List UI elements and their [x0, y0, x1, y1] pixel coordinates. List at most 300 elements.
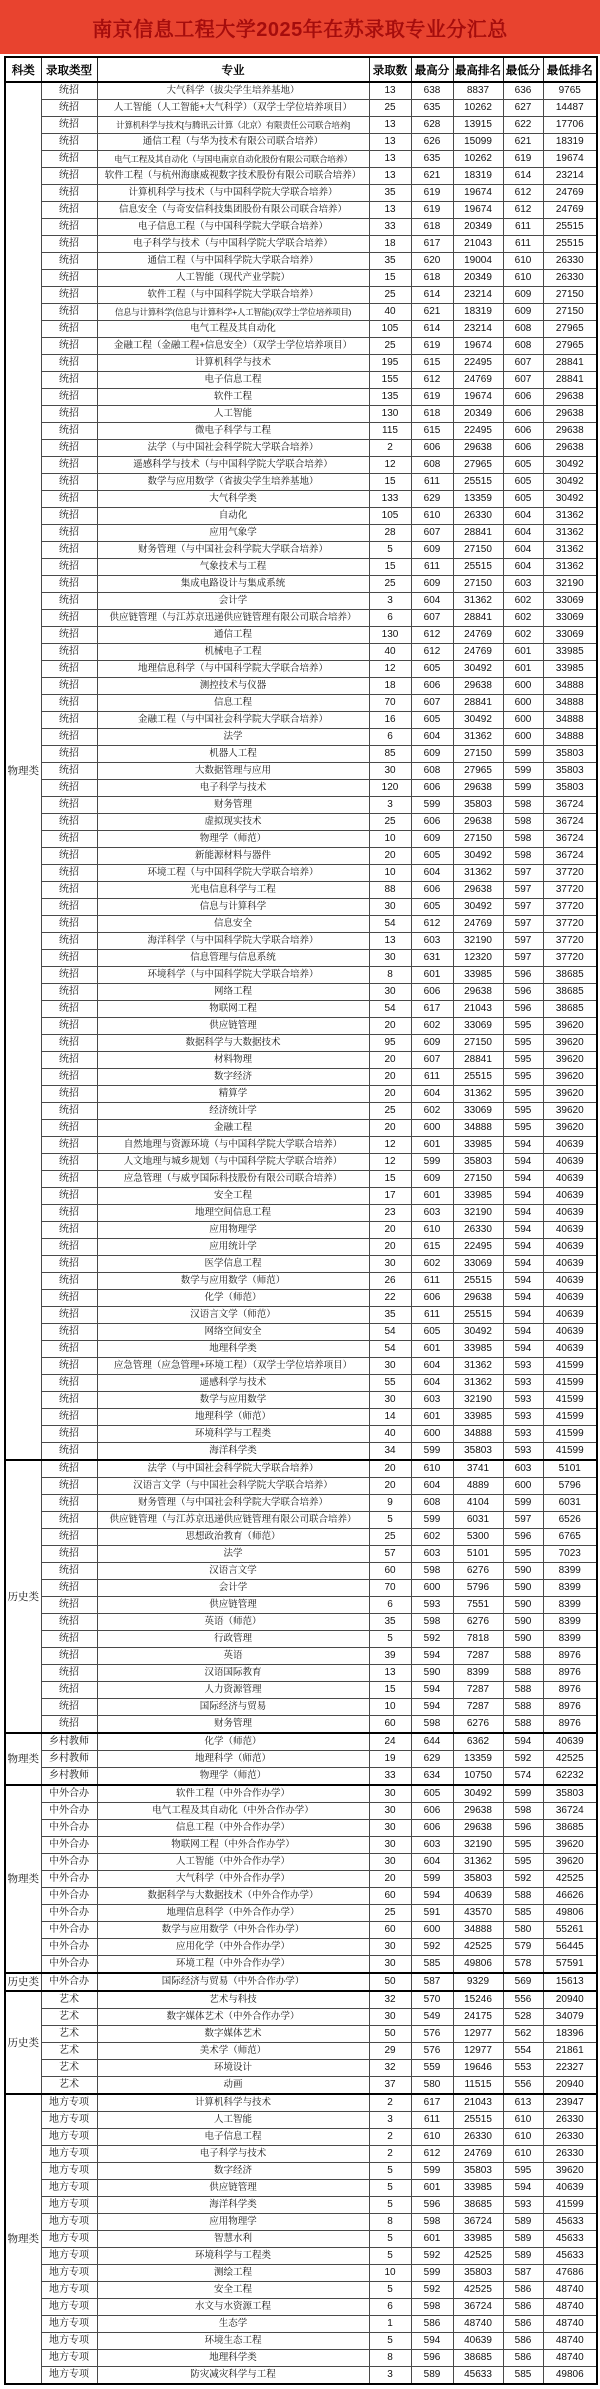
- cell-admission-type: 统招: [41, 695, 97, 712]
- cell-max-rank: 26330: [453, 2129, 503, 2146]
- cell-admission-type: 地方专项: [41, 2129, 97, 2146]
- cell-min-score: 600: [503, 678, 543, 695]
- cell-min-rank: 38685: [543, 1001, 597, 1018]
- cell-major: 应用统计学: [97, 1239, 369, 1256]
- cell-min-rank: 40639: [543, 1154, 597, 1171]
- cell-min-score: 604: [503, 525, 543, 542]
- cell-count: 37: [369, 2077, 411, 2095]
- cell-admission-type: 统招: [41, 746, 97, 763]
- cell-count: 5: [369, 2197, 411, 2214]
- table-row: [5, 1871, 597, 1888]
- cell-count: 30: [369, 1803, 411, 1820]
- cell-count: 20: [369, 1871, 411, 1888]
- cell-max-score: 626: [411, 134, 453, 151]
- cell-min-score: 612: [503, 202, 543, 219]
- cell-max-rank: 31362: [453, 593, 503, 610]
- header-category: 科类: [5, 57, 41, 82]
- cell-major: 美术学（师范）: [97, 2043, 369, 2060]
- cell-max-rank: 31362: [453, 865, 503, 882]
- cell-admission-type: 统招: [41, 1137, 97, 1154]
- cell-min-score: 605: [503, 457, 543, 474]
- cell-min-rank: 6765: [543, 1529, 597, 1546]
- cell-min-rank: 39620: [543, 1069, 597, 1086]
- cell-max-rank: 30492: [453, 899, 503, 916]
- cell-major: 财务管理: [97, 797, 369, 814]
- cell-min-rank: 34888: [543, 678, 597, 695]
- cell-max-score: 635: [411, 151, 453, 168]
- table-row: [5, 593, 597, 610]
- table-row: [5, 831, 597, 848]
- cell-count: 8: [369, 2350, 411, 2367]
- cell-major: 计算机科学与技术: [97, 2094, 369, 2112]
- cell-max-rank: 29638: [453, 780, 503, 797]
- table-row: [5, 2094, 597, 2112]
- cell-min-rank: 30492: [543, 457, 597, 474]
- cell-count: 39: [369, 1648, 411, 1665]
- cell-max-score: 600: [411, 1426, 453, 1443]
- cell-max-score: 629: [411, 491, 453, 508]
- cell-min-rank: 36724: [543, 797, 597, 814]
- cell-max-score: 619: [411, 389, 453, 406]
- cell-min-score: 588: [503, 1665, 543, 1682]
- cell-admission-type: 地方专项: [41, 2282, 97, 2299]
- cell-max-rank: 27150: [453, 831, 503, 848]
- cell-min-score: 608: [503, 321, 543, 338]
- table-row: [5, 1239, 597, 1256]
- table-row: [5, 338, 597, 355]
- cell-count: 13: [369, 202, 411, 219]
- table-row: [5, 644, 597, 661]
- cell-count: 13: [369, 933, 411, 950]
- cell-count: 13: [369, 134, 411, 151]
- cell-major: 数学与应用数学: [97, 1392, 369, 1409]
- cell-min-score: 607: [503, 355, 543, 372]
- cell-max-rank: 13359: [453, 491, 503, 508]
- cell-max-rank: 29638: [453, 984, 503, 1001]
- cell-count: 12: [369, 457, 411, 474]
- cell-admission-type: 统招: [41, 440, 97, 457]
- cell-count: 20: [369, 848, 411, 865]
- cell-count: 54: [369, 1341, 411, 1358]
- cell-max-rank: 8399: [453, 1665, 503, 1682]
- cell-min-score: 562: [503, 2026, 543, 2043]
- cell-max-rank: 33985: [453, 967, 503, 984]
- cell-major: 计算机科学与技术（与中国科学院大学联合培养）: [97, 185, 369, 202]
- cell-count: 54: [369, 1324, 411, 1341]
- cell-count: 25: [369, 100, 411, 117]
- table-row: [5, 2112, 597, 2129]
- cell-min-score: 597: [503, 882, 543, 899]
- cell-min-rank: 39620: [543, 1837, 597, 1854]
- cell-min-score: 603: [503, 576, 543, 593]
- cell-min-rank: 8399: [543, 1631, 597, 1648]
- cell-count: 23: [369, 1205, 411, 1222]
- cell-max-rank: 27150: [453, 746, 503, 763]
- cell-min-score: 600: [503, 1478, 543, 1495]
- cell-min-rank: 40639: [543, 1341, 597, 1358]
- cell-count: 13: [369, 82, 411, 100]
- cell-major: 集成电路设计与集成系统: [97, 576, 369, 593]
- cell-major: 电子科学与技术: [97, 780, 369, 797]
- cell-min-rank: 41599: [543, 1375, 597, 1392]
- table-row: [5, 2077, 597, 2095]
- cell-min-rank: 18319: [543, 134, 597, 151]
- table-row: [5, 1563, 597, 1580]
- cell-min-rank: 34888: [543, 712, 597, 729]
- cell-min-rank: 28841: [543, 355, 597, 372]
- table-row: [5, 1956, 597, 1974]
- cell-min-rank: 34888: [543, 729, 597, 746]
- cell-min-score: 588: [503, 1888, 543, 1905]
- cell-major: 自然地理与资源环境（与中国科学院大学联合培养）: [97, 1137, 369, 1154]
- cell-max-score: 606: [411, 440, 453, 457]
- cell-major: 动画: [97, 2077, 369, 2095]
- cell-admission-type: 统招: [41, 151, 97, 168]
- cell-min-rank: 25515: [543, 236, 597, 253]
- cell-max-score: 602: [411, 1256, 453, 1273]
- cell-admission-type: 艺术: [41, 2043, 97, 2060]
- table-row: [5, 916, 597, 933]
- page-title: 南京信息工程大学2025年在苏录取专业分汇总: [92, 18, 508, 41]
- cell-min-score: 604: [503, 559, 543, 576]
- cell-max-rank: 19004: [453, 253, 503, 270]
- cell-count: 54: [369, 916, 411, 933]
- cell-max-rank: 6276: [453, 1563, 503, 1580]
- cell-max-score: 604: [411, 1086, 453, 1103]
- table-row: [5, 1648, 597, 1665]
- table-row: [5, 1665, 597, 1682]
- cell-max-score: 644: [411, 1733, 453, 1751]
- cell-max-rank: 32190: [453, 1837, 503, 1854]
- cell-major: 生态学: [97, 2316, 369, 2333]
- cell-min-rank: 40639: [543, 1256, 597, 1273]
- cell-max-score: 619: [411, 202, 453, 219]
- cell-max-rank: 11515: [453, 2077, 503, 2095]
- cell-max-rank: 35803: [453, 1871, 503, 1888]
- admissions-table: [4, 56, 598, 2385]
- cell-admission-type: 地方专项: [41, 2350, 97, 2367]
- cell-major: 计算机科学与技术: [97, 355, 369, 372]
- category-cell: 历史类: [5, 1991, 41, 2094]
- cell-admission-type: 统招: [41, 882, 97, 899]
- cell-admission-type: 统招: [41, 1443, 97, 1461]
- cell-admission-type: 地方专项: [41, 2248, 97, 2265]
- cell-max-rank: 23214: [453, 287, 503, 304]
- cell-min-rank: 35803: [543, 780, 597, 797]
- cell-min-rank: 40639: [543, 1290, 597, 1307]
- cell-min-rank: 33069: [543, 610, 597, 627]
- cell-admission-type: 统招: [41, 1495, 97, 1512]
- cell-count: 130: [369, 627, 411, 644]
- cell-major: 精算学: [97, 1086, 369, 1103]
- cell-min-score: 599: [503, 1785, 543, 1803]
- cell-min-score: 610: [503, 253, 543, 270]
- table-row: [5, 168, 597, 185]
- cell-min-rank: 8399: [543, 1614, 597, 1631]
- table-row: [5, 950, 597, 967]
- cell-max-rank: 6276: [453, 1716, 503, 1734]
- cell-max-score: 612: [411, 372, 453, 389]
- cell-major: 法学: [97, 1546, 369, 1563]
- cell-count: 30: [369, 1358, 411, 1375]
- cell-major: 数学与应用数学（省拔尖学生培养基地）: [97, 474, 369, 491]
- cell-min-rank: 41599: [543, 1443, 597, 1461]
- cell-min-rank: 37720: [543, 882, 597, 899]
- cell-major: 软件工程: [97, 389, 369, 406]
- cell-admission-type: 中外合办: [41, 1956, 97, 1974]
- cell-max-rank: 8837: [453, 82, 503, 100]
- cell-count: 3: [369, 797, 411, 814]
- table-row: [5, 2367, 597, 2385]
- cell-min-score: 593: [503, 2197, 543, 2214]
- cell-max-rank: 31362: [453, 1375, 503, 1392]
- cell-admission-type: 统招: [41, 1103, 97, 1120]
- cell-major: 大数据管理与应用: [97, 763, 369, 780]
- table-row: [5, 1597, 597, 1614]
- cell-max-rank: 33069: [453, 1256, 503, 1273]
- cell-max-score: 585: [411, 1956, 453, 1974]
- cell-max-rank: 18319: [453, 304, 503, 321]
- table-header: [5, 57, 597, 82]
- cell-min-score: 585: [503, 1905, 543, 1922]
- cell-major: 地理信息科学（中外合作办学）: [97, 1905, 369, 1922]
- cell-max-rank: 48740: [453, 2316, 503, 2333]
- cell-admission-type: 艺术: [41, 2026, 97, 2043]
- cell-max-rank: 30492: [453, 712, 503, 729]
- cell-min-score: 594: [503, 1256, 543, 1273]
- cell-max-score: 599: [411, 2163, 453, 2180]
- cell-admission-type: 统招: [41, 559, 97, 576]
- cell-min-score: 606: [503, 423, 543, 440]
- table-row: [5, 2265, 597, 2282]
- cell-major: 环境科学与工程类: [97, 2248, 369, 2265]
- cell-major: 化学（师范）: [97, 1733, 369, 1751]
- cell-count: 3: [369, 2367, 411, 2385]
- table-row: [5, 1426, 597, 1443]
- cell-admission-type: 统招: [41, 338, 97, 355]
- cell-major: 艺术与科技: [97, 1991, 369, 2009]
- cell-count: 9: [369, 1495, 411, 1512]
- cell-min-rank: 40639: [543, 1733, 597, 1751]
- table-row: [5, 1120, 597, 1137]
- cell-min-rank: 49806: [543, 1905, 597, 1922]
- cell-min-rank: 36724: [543, 814, 597, 831]
- cell-major: 经济统计学: [97, 1103, 369, 1120]
- cell-max-score: 609: [411, 576, 453, 593]
- cell-max-score: 638: [411, 82, 453, 100]
- cell-count: 16: [369, 712, 411, 729]
- cell-major: 供应链管理: [97, 1597, 369, 1614]
- cell-min-rank: 34079: [543, 2009, 597, 2026]
- cell-min-rank: 42525: [543, 1751, 597, 1768]
- cell-max-rank: 27150: [453, 1171, 503, 1188]
- cell-major: 材料物理: [97, 1052, 369, 1069]
- cell-max-score: 607: [411, 1052, 453, 1069]
- cell-max-score: 629: [411, 1751, 453, 1768]
- cell-major: 法学（与中国社会科学院大学联合培养）: [97, 1460, 369, 1478]
- cell-admission-type: 统招: [41, 1699, 97, 1716]
- cell-max-score: 610: [411, 1460, 453, 1478]
- cell-admission-type: 统招: [41, 763, 97, 780]
- cell-max-score: 614: [411, 321, 453, 338]
- cell-max-score: 601: [411, 1409, 453, 1426]
- cell-count: 30: [369, 984, 411, 1001]
- cell-admission-type: 统招: [41, 1682, 97, 1699]
- cell-major: 数学与应用数学（中外合作办学）: [97, 1922, 369, 1939]
- cell-min-score: 609: [503, 304, 543, 321]
- cell-max-rank: 29638: [453, 882, 503, 899]
- cell-min-rank: 6031: [543, 1495, 597, 1512]
- cell-min-rank: 33069: [543, 627, 597, 644]
- table-row: [5, 321, 597, 338]
- cell-count: 20: [369, 1120, 411, 1137]
- table-row: [5, 678, 597, 695]
- cell-count: 5: [369, 2231, 411, 2248]
- cell-major: 财务管理（与中国社会科学院大学联合培养）: [97, 542, 369, 559]
- cell-count: 34: [369, 1443, 411, 1461]
- cell-count: 13: [369, 1665, 411, 1682]
- cell-min-score: 594: [503, 1239, 543, 1256]
- cell-max-score: 634: [411, 1768, 453, 1786]
- cell-min-score: 599: [503, 746, 543, 763]
- cell-min-rank: 27150: [543, 304, 597, 321]
- cell-max-score: 592: [411, 2248, 453, 2265]
- cell-min-rank: 37720: [543, 865, 597, 882]
- cell-major: 地理科学（师范）: [97, 1751, 369, 1768]
- cell-min-score: 587: [503, 2265, 543, 2282]
- cell-max-rank: 40639: [453, 2333, 503, 2350]
- cell-max-score: 604: [411, 729, 453, 746]
- cell-count: 2: [369, 2129, 411, 2146]
- cell-max-score: 617: [411, 236, 453, 253]
- cell-major: 金融工程（与中国社会科学院大学联合培养）: [97, 712, 369, 729]
- cell-count: 29: [369, 2043, 411, 2060]
- table-row: [5, 474, 597, 491]
- cell-min-rank: 33985: [543, 661, 597, 678]
- cell-min-score: 627: [503, 100, 543, 117]
- table-row: [5, 1478, 597, 1495]
- title-banner: [0, 0, 600, 54]
- cell-min-score: 599: [503, 763, 543, 780]
- cell-max-score: 590: [411, 1665, 453, 1682]
- table-row: [5, 270, 597, 287]
- cell-max-score: 549: [411, 2009, 453, 2026]
- cell-major: 应用物理学: [97, 2214, 369, 2231]
- cell-major: 海洋科学（与中国科学院大学联合培养）: [97, 933, 369, 950]
- cell-min-rank: 41599: [543, 2197, 597, 2214]
- cell-admission-type: 统招: [41, 661, 97, 678]
- cell-major: 物理学（师范）: [97, 1768, 369, 1786]
- cell-max-rank: 12977: [453, 2026, 503, 2043]
- cell-major: 供应链管理: [97, 2180, 369, 2197]
- cell-major: 遥感科学与技术（与中国科学院大学联合培养）: [97, 457, 369, 474]
- cell-count: 25: [369, 814, 411, 831]
- cell-max-score: 618: [411, 406, 453, 423]
- cell-min-score: 607: [503, 372, 543, 389]
- header-min-rank: 最低排名: [543, 57, 597, 82]
- cell-min-rank: 30492: [543, 491, 597, 508]
- cell-max-rank: 25515: [453, 1273, 503, 1290]
- cell-min-score: 588: [503, 1716, 543, 1734]
- cell-max-rank: 24769: [453, 2146, 503, 2163]
- cell-major: 环境工程（与中国科学院大学联合培养）: [97, 865, 369, 882]
- cell-major: 人工智能（中外合作办学）: [97, 1854, 369, 1871]
- cell-min-rank: 32190: [543, 576, 597, 593]
- cell-min-score: 556: [503, 1991, 543, 2009]
- table-row: [5, 1768, 597, 1786]
- cell-max-score: 608: [411, 1495, 453, 1512]
- cell-min-rank: 37720: [543, 916, 597, 933]
- cell-min-score: 596: [503, 1820, 543, 1837]
- cell-min-score: 553: [503, 2060, 543, 2077]
- header-admission-type: 录取类型: [41, 57, 97, 82]
- cell-min-score: 528: [503, 2009, 543, 2026]
- cell-max-rank: 24175: [453, 2009, 503, 2026]
- cell-major: 汉语国际教育: [97, 1665, 369, 1682]
- cell-major: 电气工程及其自动化: [97, 321, 369, 338]
- cell-min-score: 594: [503, 1324, 543, 1341]
- cell-max-rank: 19646: [453, 2060, 503, 2077]
- table-row: [5, 82, 597, 100]
- cell-max-rank: 31362: [453, 1854, 503, 1871]
- table-row: [5, 1785, 597, 1803]
- table-row: [5, 627, 597, 644]
- cell-max-rank: 29638: [453, 1290, 503, 1307]
- cell-admission-type: 中外合办: [41, 1854, 97, 1871]
- cell-min-rank: 19674: [543, 151, 597, 168]
- cell-max-rank: 35803: [453, 1154, 503, 1171]
- cell-max-rank: 28841: [453, 610, 503, 627]
- cell-min-score: 597: [503, 916, 543, 933]
- cell-max-rank: 27965: [453, 763, 503, 780]
- table-body: [5, 82, 597, 2384]
- cell-major: 信息与计算科学(信息与计算科学+人工智能)(双学士学位培养项目): [97, 304, 369, 321]
- cell-major: 机器人工程: [97, 746, 369, 763]
- cell-count: 19: [369, 1751, 411, 1768]
- cell-min-rank: 39620: [543, 1052, 597, 1069]
- table-row: [5, 763, 597, 780]
- cell-major: 环境科学（与中国科学院大学联合培养）: [97, 967, 369, 984]
- cell-admission-type: 统招: [41, 270, 97, 287]
- cell-major: 数字经济: [97, 1069, 369, 1086]
- cell-major: 大气科学（中外合作办学）: [97, 1871, 369, 1888]
- cell-major: 通信工程（与华为技术有限公司联合培养）: [97, 134, 369, 151]
- cell-min-score: 586: [503, 2333, 543, 2350]
- cell-admission-type: 统招: [41, 1205, 97, 1222]
- cell-min-rank: 39620: [543, 1086, 597, 1103]
- cell-min-score: 593: [503, 1443, 543, 1461]
- cell-major: 物联网工程（中外合作办学）: [97, 1837, 369, 1854]
- cell-max-score: 599: [411, 1154, 453, 1171]
- table-row: [5, 287, 597, 304]
- cell-min-score: 610: [503, 2146, 543, 2163]
- cell-count: 15: [369, 474, 411, 491]
- cell-max-rank: 27150: [453, 542, 503, 559]
- cell-count: 95: [369, 1035, 411, 1052]
- cell-count: 30: [369, 899, 411, 916]
- cell-admission-type: 中外合办: [41, 1888, 97, 1905]
- cell-min-rank: 27965: [543, 321, 597, 338]
- header-max-score: 最高分: [411, 57, 453, 82]
- cell-major: 通信工程: [97, 627, 369, 644]
- table-row: [5, 1137, 597, 1154]
- cell-max-rank: 6031: [453, 1512, 503, 1529]
- cell-admission-type: 统招: [41, 1597, 97, 1614]
- cell-admission-type: 统招: [41, 729, 97, 746]
- cell-max-rank: 38685: [453, 2350, 503, 2367]
- cell-max-rank: 10262: [453, 151, 503, 168]
- cell-min-rank: 23214: [543, 168, 597, 185]
